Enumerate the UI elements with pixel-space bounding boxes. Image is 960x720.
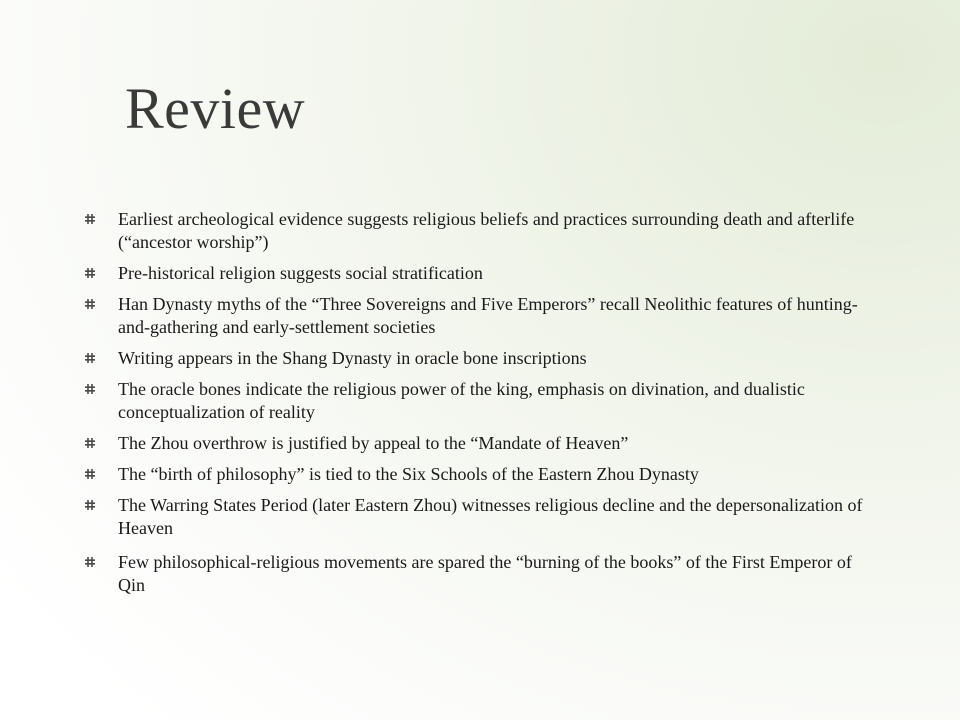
hash-bullet-icon: [84, 267, 96, 279]
bullet-text: The Warring States Period (later Eastern Zhou) witnesses religious decline and the depersonalization of Heaven: [118, 495, 863, 538]
hash-bullet-icon: [84, 383, 96, 395]
bullet-text: The “birth of philosophy” is tied to the Six Schools of the Eastern Zhou Dynasty: [118, 464, 699, 484]
hash-bullet-icon: [84, 298, 96, 310]
bullet-text: Few philosophical-religious movements are spared the “burning of the books” of the First Emperor of Qin: [118, 552, 852, 595]
bullet-item: [84, 551, 864, 597]
hash-bullet-icon: [84, 468, 96, 480]
bullet-item: [84, 463, 864, 486]
bullet-text: The Zhou overthrow is justified by appeal to the “Mandate of Heaven”: [118, 433, 629, 453]
bullet-item: [84, 293, 864, 339]
hash-bullet-icon: [84, 352, 96, 364]
bullet-text: Earliest archeological evidence suggests religious beliefs and practices surrounding death and afterlife (“ancestor worship”): [118, 209, 855, 252]
hash-bullet-icon: [84, 437, 96, 449]
hash-bullet-icon: [84, 556, 96, 568]
hash-bullet-icon: [84, 499, 96, 511]
bullet-text: The oracle bones indicate the religious power of the king, emphasis on divination, and dualistic conceptualization of reality: [118, 379, 805, 422]
bullet-item: [84, 262, 864, 285]
bullet-item: [84, 347, 864, 370]
bullet-text: Writing appears in the Shang Dynasty in oracle bone inscriptions: [118, 348, 587, 368]
bullet-text: Han Dynasty myths of the “Three Sovereigns and Five Emperors” recall Neolithic features of hunting-and-gathering and early-settlement societies: [118, 294, 858, 337]
bullet-item: [84, 432, 864, 455]
slide-title: Review: [125, 76, 306, 141]
bullet-item: [84, 378, 864, 424]
bullet-text: Pre-historical religion suggests social stratification: [118, 263, 483, 283]
bullet-item: [84, 494, 864, 540]
bullet-list: [84, 208, 864, 605]
bullet-item: [84, 208, 864, 254]
hash-bullet-icon: [84, 213, 96, 225]
